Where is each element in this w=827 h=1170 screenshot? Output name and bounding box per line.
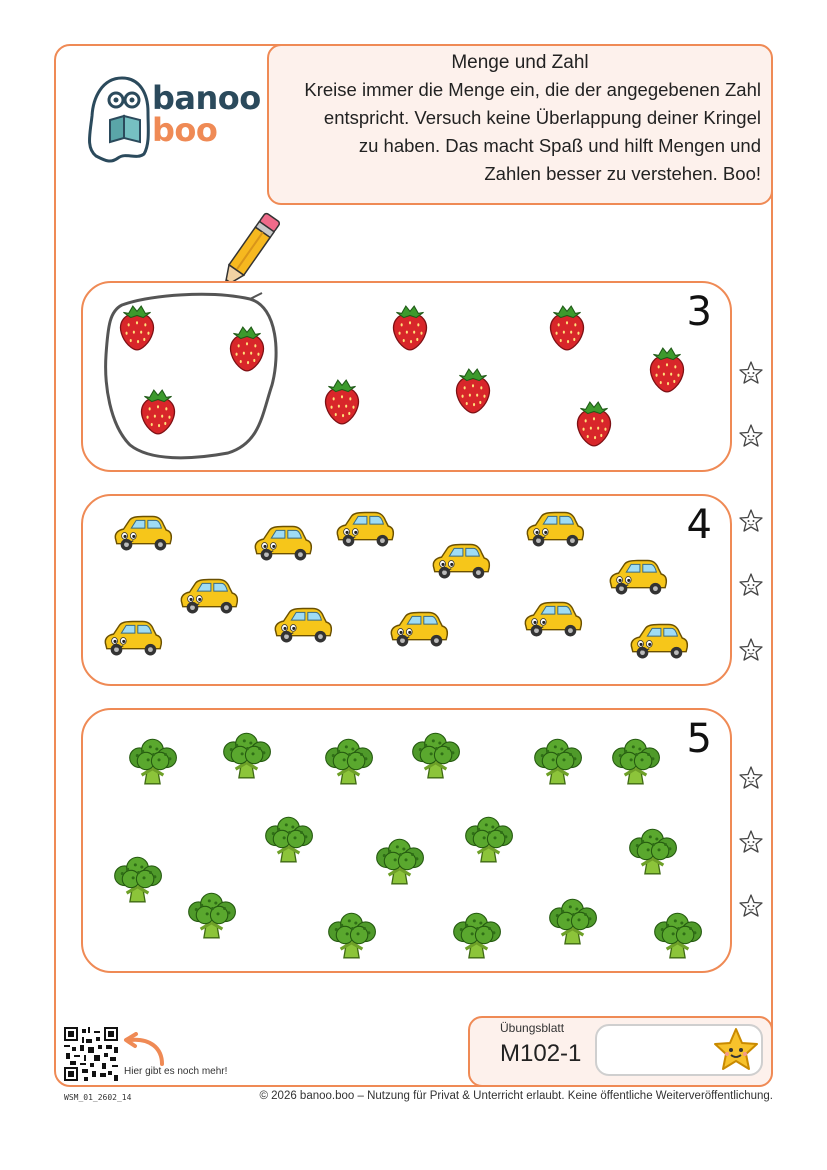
rating-star-icon[interactable]: [738, 423, 764, 449]
car-icon: [250, 522, 314, 564]
broccoli-icon: [372, 836, 427, 886]
strawberry-icon: [389, 304, 431, 352]
strawberry-icon: [137, 388, 179, 436]
broccoli-icon: [125, 736, 180, 786]
instructions-line: Kreise immer die Menge ein, die der angegebenen Zahl: [304, 79, 761, 100]
curved-arrow-icon: [122, 1032, 166, 1066]
car-icon: [522, 508, 586, 550]
qr-code-icon[interactable]: [64, 1027, 118, 1081]
broccoli-icon: [219, 730, 274, 780]
car-icon: [605, 556, 669, 598]
target-number: 5: [686, 716, 712, 762]
car-icon: [110, 512, 174, 554]
target-number: 3: [686, 289, 712, 335]
instructions-line: Zahlen besser zu verstehen. Boo!: [484, 163, 761, 184]
copyright-text: © 2026 banoo.boo – Nutzung für Privat & Unterricht erlaubt. Keine öffentliche Weiterveröffentlichung.: [259, 1090, 773, 1102]
broccoli-icon: [545, 896, 600, 946]
car-icon: [520, 598, 584, 640]
strawberry-icon: [646, 346, 688, 394]
broccoli-icon: [461, 814, 516, 864]
broccoli-icon: [324, 910, 379, 960]
broccoli-icon: [625, 826, 680, 876]
strawberry-icon: [546, 304, 588, 352]
rating-star-icon[interactable]: [738, 360, 764, 386]
strawberry-icon: [452, 367, 494, 415]
instructions-title: Menge und Zahl: [451, 52, 589, 73]
instructions-text: [279, 76, 761, 188]
rating-star-icon[interactable]: [738, 637, 764, 663]
broccoli-icon: [449, 910, 504, 960]
car-icon: [100, 617, 164, 659]
broccoli-icon: [650, 910, 705, 960]
sheet-label: Übungsblatt: [500, 1021, 565, 1035]
car-icon: [386, 608, 450, 650]
instructions-line: entspricht. Versuch keine Überlappung deiner Kringel: [323, 107, 761, 128]
broccoli-icon: [608, 736, 663, 786]
smiling-star-icon: [711, 1026, 761, 1074]
brand-logo-text: [152, 79, 261, 149]
broccoli-icon: [530, 736, 585, 786]
strawberry-icon: [226, 325, 268, 373]
qr-hint-text: Hier gibt es noch mehr!: [124, 1066, 228, 1077]
target-number: 4: [686, 502, 712, 548]
car-icon: [176, 575, 240, 617]
brand-line-1: banoo: [152, 79, 261, 117]
broccoli-icon: [321, 736, 376, 786]
strawberry-icon: [321, 378, 363, 426]
car-icon: [270, 604, 334, 646]
instructions-line: zu haben. Das macht Spaß und hilft Mengen und: [358, 135, 761, 156]
brand-line-2: boo: [152, 111, 218, 149]
broccoli-icon: [408, 730, 463, 780]
car-icon: [428, 540, 492, 582]
sheet-id: M102-1: [500, 1040, 582, 1067]
strawberry-icon: [573, 400, 615, 448]
rating-star-icon[interactable]: [738, 508, 764, 534]
rating-star-icon[interactable]: [738, 829, 764, 855]
instructions-panel: [267, 44, 773, 205]
broccoli-icon: [110, 854, 165, 904]
strawberry-icon: [116, 304, 158, 352]
rating-star-icon[interactable]: [738, 765, 764, 791]
broccoli-icon: [261, 814, 316, 864]
car-icon: [332, 508, 396, 550]
car-icon: [626, 620, 690, 662]
rating-star-icon[interactable]: [738, 893, 764, 919]
broccoli-icon: [184, 890, 239, 940]
worksheet-code: WSM_01_2602_14: [64, 1093, 132, 1102]
rating-star-icon[interactable]: [738, 572, 764, 598]
